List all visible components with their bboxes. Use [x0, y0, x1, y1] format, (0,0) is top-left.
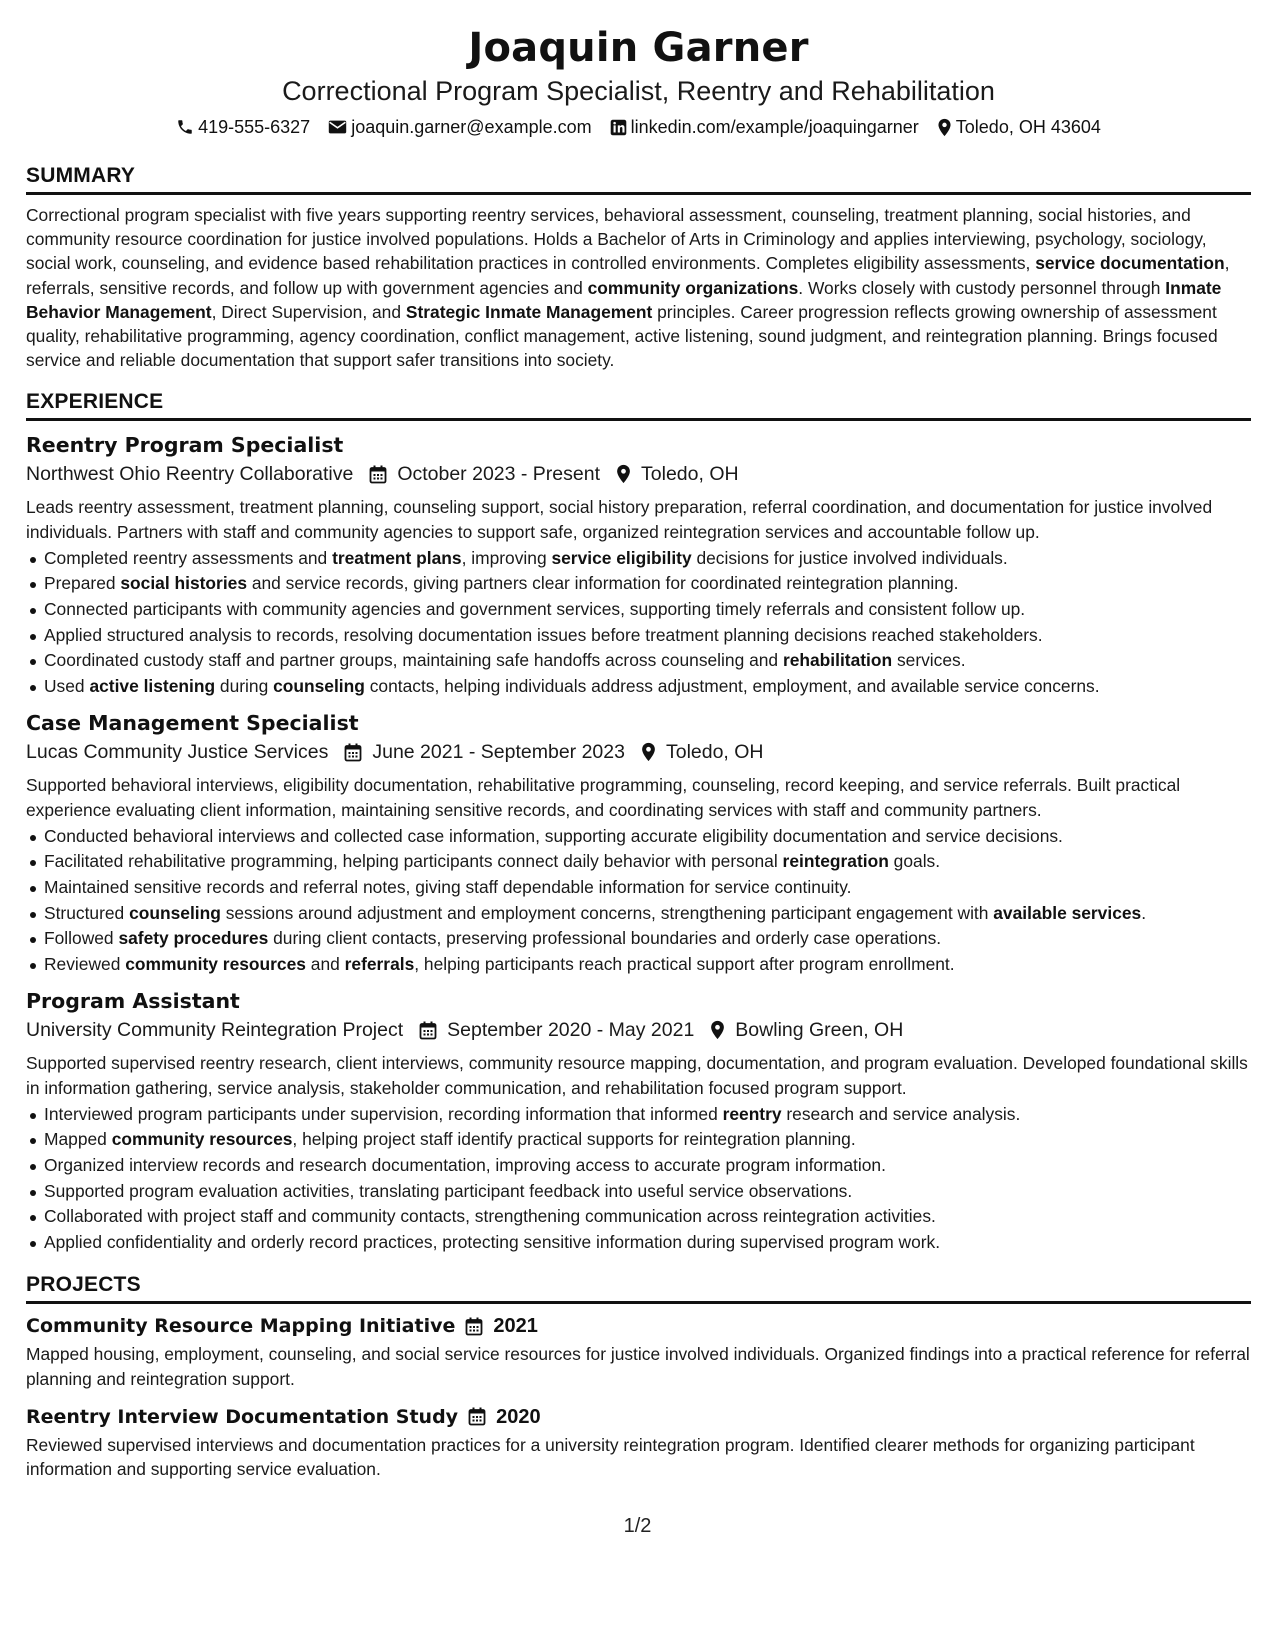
- job-location: Toledo, OH: [641, 463, 739, 486]
- contact-email[interactable]: [328, 114, 591, 140]
- job-entry: [26, 431, 1251, 699]
- text-run: , improving: [461, 547, 552, 568]
- job-meta: [26, 459, 1251, 489]
- emphasis-text: reentry: [722, 1103, 782, 1124]
- emphasis-text: reintegration: [782, 851, 889, 872]
- text-run: Reviewed: [44, 953, 126, 974]
- candidate-headline: Correctional Program Specialist, Reentry and Rehabilitation: [282, 76, 995, 106]
- emphasis-text: community resources: [125, 953, 306, 974]
- projects-section: [26, 1271, 1251, 1481]
- emphasis-text: service documentation: [1035, 253, 1225, 274]
- text-run: sessions around adjustment and employment concerns, strengthening participant engagement with: [220, 902, 994, 923]
- bullet-item: [26, 901, 1251, 927]
- text-run: and: [305, 953, 345, 974]
- page-number: 1/2: [623, 1515, 652, 1537]
- job-dates: October 2023 - Present: [397, 463, 601, 486]
- job-meta: [26, 737, 1251, 767]
- emphasis-text: available services: [993, 902, 1142, 923]
- text-run: .: [1141, 902, 1147, 923]
- project-entry: [26, 1312, 1251, 1390]
- map-pin-icon: [710, 1020, 725, 1040]
- job-summary: Supported behavioral interviews, eligibility documentation, rehabilitative programming, counseling, record keeping, and service referrals. Built practical experience evaluating client information, maintaining sensitive records, and coordinating services with staff and community partners.: [26, 775, 1181, 820]
- calendar-icon: [369, 465, 387, 484]
- job-meta: [26, 1015, 1251, 1045]
- bullet-item: [26, 1102, 1251, 1128]
- text-run: Structured: [44, 902, 130, 923]
- emphasis-text: Strategic Inmate Management: [405, 301, 653, 322]
- emphasis-text: community resources: [111, 1129, 293, 1150]
- map-pin-icon: [616, 464, 631, 484]
- experience-heading: EXPERIENCE: [26, 388, 1251, 421]
- bullet-item: [26, 1179, 1251, 1205]
- project-description: Reviewed supervised interviews and documentation practices for a university reintegration program. Identified clearer methods for organizing participant information and supporting service evaluation.: [26, 1434, 1195, 1479]
- text-run: Organized interview records and research documentation, improving access to accurate program information.: [44, 1154, 886, 1175]
- contact-location: [937, 114, 1101, 140]
- emphasis-text: treatment plans: [332, 547, 462, 568]
- contact-linkedin[interactable]: [610, 114, 919, 140]
- summary-section: [26, 162, 1251, 372]
- job-bullets: [26, 824, 1251, 978]
- text-run: , Direct Supervision, and: [211, 301, 406, 322]
- bullet-item: [26, 824, 1251, 850]
- bullet-item: [26, 1204, 1251, 1230]
- job-dates: September 2020 - May 2021: [447, 1019, 695, 1042]
- emphasis-text: social histories: [120, 573, 247, 594]
- linkedin-text: linkedin.com/example/joaquingarner: [630, 117, 919, 137]
- text-run: Mapped: [44, 1129, 112, 1150]
- job-location: Toledo, OH: [665, 741, 764, 764]
- text-run: , helping participants reach practical support after program enrollment.: [414, 953, 955, 974]
- email-text: joaquin.garner@example.com: [351, 117, 592, 137]
- text-run: Prepared: [44, 573, 121, 594]
- emphasis-text: safety procedures: [118, 928, 269, 949]
- bullet-item: [26, 926, 1251, 952]
- project-head: [26, 1312, 1251, 1340]
- text-run: Interviewed program participants under supervision, recording information that informed: [44, 1103, 723, 1124]
- text-run: Completed reentry assessments and: [44, 547, 333, 568]
- calendar-icon: [465, 1317, 483, 1336]
- bullet-item: [26, 571, 1251, 597]
- emphasis-text: service eligibility: [551, 547, 692, 568]
- emphasis-text: rehabilitation: [782, 650, 893, 671]
- job-organization: University Community Reintegration Project: [26, 1019, 404, 1042]
- emphasis-text: counseling: [273, 675, 365, 696]
- phone-icon: [176, 118, 194, 136]
- emphasis-text: active listening: [89, 675, 216, 696]
- map-pin-icon: [937, 118, 952, 137]
- job-location: Bowling Green, OH: [735, 1019, 904, 1042]
- bullet-item: [26, 674, 1251, 700]
- text-run: Supported program evaluation activities, translating participant feedback into useful service observations.: [44, 1180, 853, 1201]
- bullet-item: [26, 623, 1251, 649]
- calendar-icon: [419, 1021, 437, 1040]
- job-summary: Leads reentry assessment, treatment planning, counseling support, social history preparation, referral coordination, and documentation for justice involved individuals. Partners with staff and community agencies to support safe, organized reintegration services and accountable follow up.: [26, 497, 1213, 542]
- project-title: Reentry Interview Documentation Study: [26, 1405, 459, 1428]
- text-run: Connected participants with community agencies and government services, supporting timely referrals and consistent follow up.: [44, 599, 1026, 620]
- envelope-icon: [328, 119, 347, 135]
- text-run: Facilitated rehabilitative programming, helping participants connect daily behavior with personal: [44, 851, 783, 872]
- summary-heading: SUMMARY: [26, 162, 1251, 195]
- calendar-icon: [344, 743, 362, 762]
- calendar-icon: [468, 1407, 486, 1426]
- text-run: Conducted behavioral interviews and collected case information, supporting accurate eligibility documentation and service decisions.: [44, 825, 1063, 846]
- text-run: . Works closely with custody personnel through: [798, 277, 1166, 298]
- bullet-item: [26, 1153, 1251, 1179]
- resume-header: [26, 22, 1251, 140]
- text-run: Applied confidentiality and orderly record practices, protecting sensitive information during supervised program work.: [44, 1231, 941, 1252]
- text-run: decisions for justice involved individuals.: [691, 547, 1008, 568]
- text-run: services.: [892, 650, 966, 671]
- job-title: Case Management Specialist: [26, 711, 359, 736]
- job-entry: [26, 987, 1251, 1255]
- job-dates: June 2021 - September 2023: [372, 741, 625, 764]
- text-run: , helping project staff identify practical supports for reintegration planning.: [292, 1129, 856, 1150]
- text-run: goals.: [888, 851, 941, 872]
- job-organization: Northwest Ohio Reentry Collaborative: [26, 463, 354, 486]
- job-summary: Supported supervised reentry research, client interviews, community resource mapping, documentation, and program evaluation. Developed foundational skills in information gathering, service analysis, stakeholder communication, and rehabilitation focused program support.: [26, 1053, 1248, 1098]
- text-run: during client contacts, preserving professional boundaries and orderly case operations.: [268, 928, 942, 949]
- emphasis-text: Inmate Behavior Management: [26, 277, 1222, 322]
- project-title: Community Resource Mapping Initiative: [26, 1315, 456, 1338]
- job-entry: [26, 709, 1251, 977]
- bullet-item: [26, 1127, 1251, 1153]
- experience-section: [26, 388, 1251, 1255]
- job-title: Program Assistant: [26, 989, 240, 1014]
- map-pin-icon: [641, 742, 656, 762]
- location-text: Toledo, OH 43604: [955, 117, 1101, 137]
- job-organization: Lucas Community Justice Services: [26, 741, 329, 764]
- projects-heading: PROJECTS: [26, 1271, 1251, 1304]
- project-head: [26, 1403, 1251, 1431]
- bullet-item: [26, 648, 1251, 674]
- text-run: contacts, helping individuals address adjustment, employment, and available service concerns.: [364, 675, 1100, 696]
- text-run: Followed: [44, 928, 119, 949]
- text-run: and service records, giving partners clear information for coordinated reintegration planning.: [247, 573, 959, 594]
- bullet-item: [26, 597, 1251, 623]
- text-run: Correctional program specialist with five years supporting reentry services, behavioral assessment, counseling, treatment planning, social histories, and community resource coordination for justice involved populations. Holds a Bachelor of Arts in Criminology and applies interviewing, psychology, sociology, social work, counseling, and evidence based rehabilitation practices in controlled environments. Completes eligibility assessments,: [26, 205, 1207, 274]
- contact-row: [26, 114, 1251, 140]
- emphasis-text: community organizations: [587, 277, 799, 298]
- text-run: Applied structured analysis to records, resolving documentation issues before treatment planning decisions reached stakeholders.: [44, 624, 1043, 645]
- text-run: Coordinated custody staff and partner groups, maintaining safe handoffs across counseling and: [44, 650, 783, 671]
- bullet-item: [26, 875, 1251, 901]
- project-year: 2020: [496, 1405, 541, 1428]
- contact-phone[interactable]: [176, 114, 310, 140]
- summary-text: [26, 203, 1251, 372]
- job-bullets: [26, 546, 1251, 700]
- text-run: principles. Career progression reflects growing ownership of assessment quality, rehabilitative programming, agency coordination, conflict management, active listening, sound judgment, and reintegration planning. Brings focused service and reliable documentation that support safer transitions into society.: [26, 301, 1218, 371]
- resume-page: [26, 22, 1251, 1481]
- project-description: Mapped housing, employment, counseling, and social service resources for justice involved individuals. Organized findings into a practical reference for referral planning and reintegration support.: [26, 1344, 1250, 1389]
- text-run: during: [215, 675, 274, 696]
- candidate-name: Joaquin Garner: [468, 25, 809, 71]
- project-year: 2021: [493, 1315, 538, 1338]
- text-run: Maintained sensitive records and referral notes, giving staff dependable information for service continuity.: [44, 876, 852, 897]
- bullet-item: [26, 849, 1251, 875]
- text-run: , referrals, sensitive records, and follow up with government agencies and: [26, 253, 1230, 298]
- job-title: Reentry Program Specialist: [26, 433, 344, 458]
- linkedin-icon: [610, 119, 627, 136]
- bullet-item: [26, 952, 1251, 978]
- job-bullets: [26, 1102, 1251, 1256]
- text-run: Collaborated with project staff and community contacts, strengthening communication across reintegration activities.: [44, 1206, 936, 1227]
- bullet-item: [26, 1230, 1251, 1256]
- text-run: Used: [44, 675, 90, 696]
- text-run: research and service analysis.: [781, 1103, 1021, 1124]
- emphasis-text: counseling: [129, 902, 221, 923]
- bullet-item: [26, 546, 1251, 572]
- project-entry: [26, 1403, 1251, 1481]
- emphasis-text: referrals: [344, 953, 415, 974]
- phone-text: 419-555-6327: [198, 117, 311, 137]
